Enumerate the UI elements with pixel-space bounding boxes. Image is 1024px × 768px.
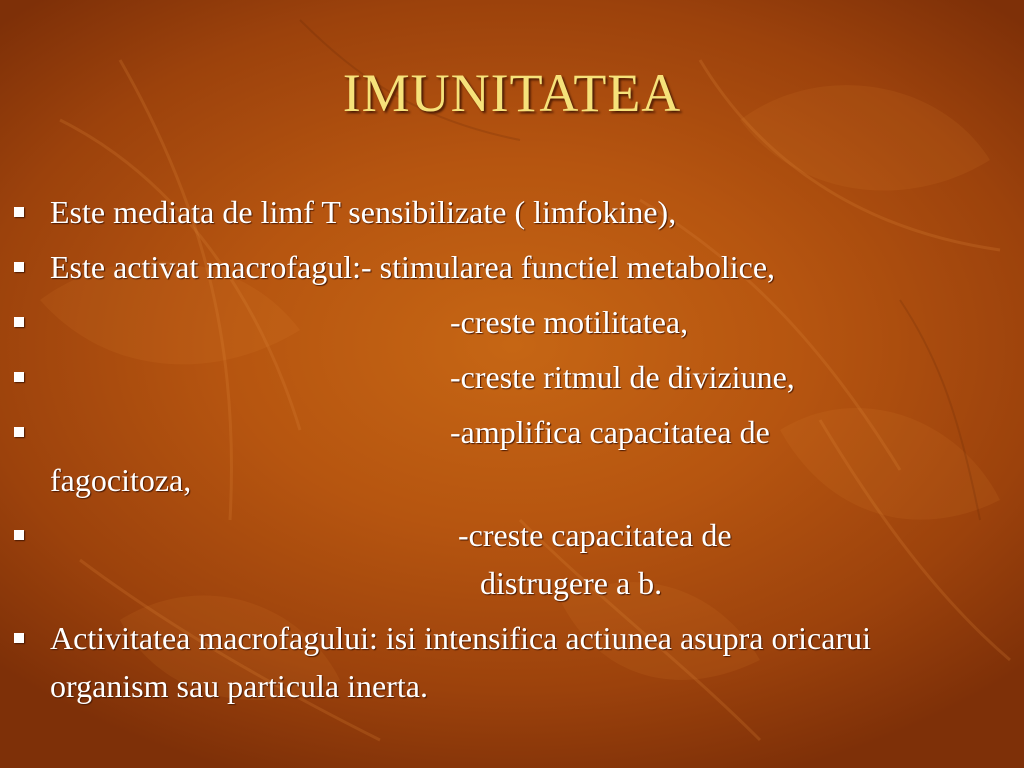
list-item [0,298,1024,346]
bullet-text: Este activat macrofagul:- stimularea functiel metabolice, [50,249,776,285]
bullet-text: -amplifica capacitatea de [450,414,770,450]
square-bullet-icon [14,317,24,327]
bullet-text: Este mediata de limf T sensibilizate ( limfokine), [50,194,677,230]
list-item [0,614,1024,710]
bullet-continuation: distrugere a b. [480,565,663,601]
slide-title: IMUNITATEA [342,63,682,123]
square-bullet-icon [14,262,24,272]
square-bullet-icon [14,633,24,643]
bullet-text: -creste capacitatea de [458,517,732,553]
list-item [0,511,1024,607]
bullet-text: -creste motilitatea, [450,304,689,340]
square-bullet-icon [14,427,24,437]
list-item [0,188,1024,236]
square-bullet-icon [14,207,24,217]
list-item [0,353,1024,401]
square-bullet-icon [14,530,24,540]
bullet-text: -creste ritmul de diviziune, [450,359,795,395]
list-item [0,243,1024,291]
bullet-text: Activitatea macrofagului: isi intensifica actiunea asupra oricarui organism sau particula inerta. [50,620,871,704]
list-item [0,408,1024,504]
square-bullet-icon [14,372,24,382]
bullet-continuation: fagocitoza, [50,462,192,498]
bullet-list [0,188,1024,717]
